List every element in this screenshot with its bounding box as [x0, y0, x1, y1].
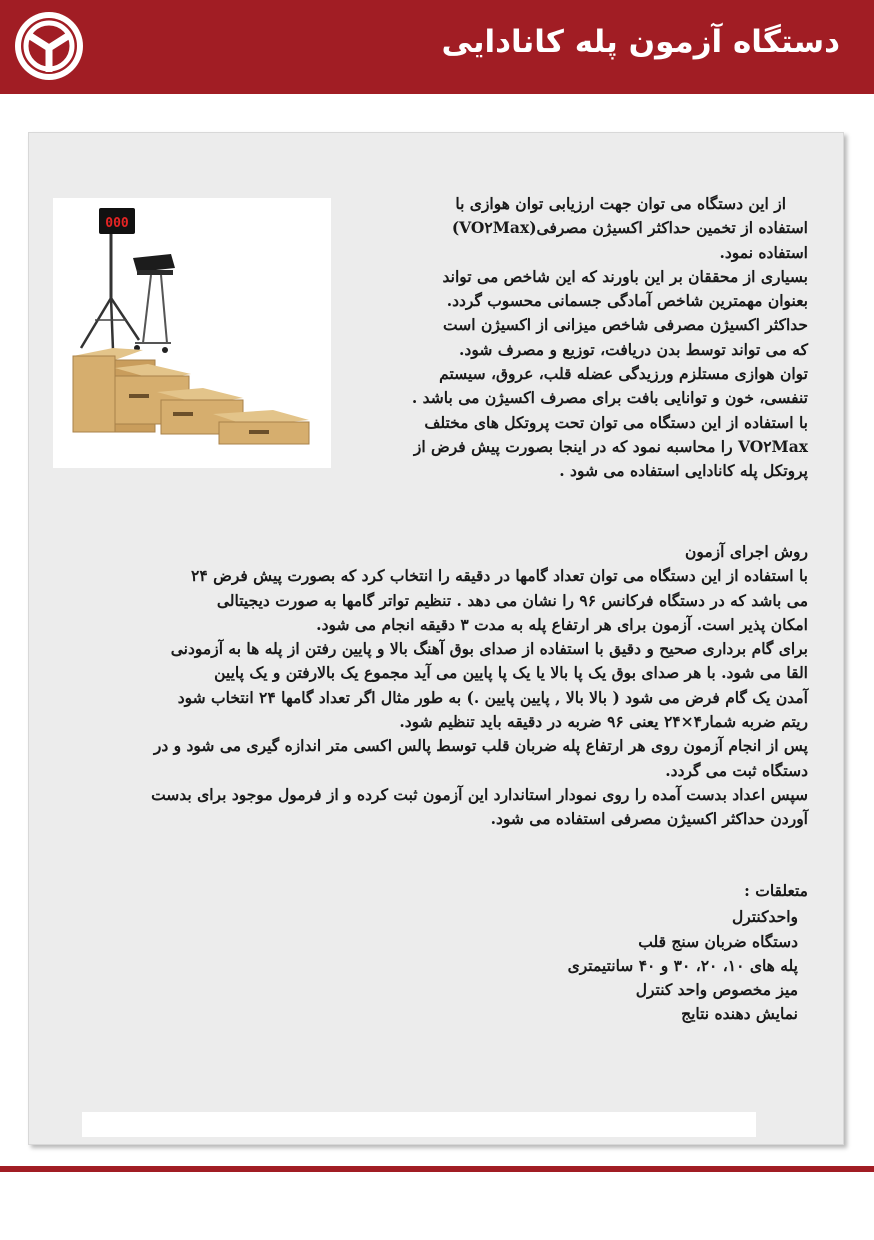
intro-line: تنفسی، خون و توانایی بافت برای مصرف اکسیژن می باشد .: [411, 388, 808, 408]
method-line: آمدن یک گام فرض می شود ( بالا بالا , پایین پایین .) به طور مثال اگر تعداد گامها ۲۴ انتخاب شود: [177, 687, 808, 707]
method-section: [151, 540, 808, 832]
method-line: ریتم ضربه شمار۴×۲۴ یعنی ۹۶ ضربه در دقیقه باید تنظیم شود.: [399, 712, 808, 732]
method-heading: روش اجرای آزمون: [684, 542, 808, 561]
intro-line: حداکثر اکسیژن مصرفی شاخص میزانی از اکسیژن است: [443, 315, 808, 335]
method-line: پس از انجام آزمون روی هر ارتفاع پله ضربان قلب توسط پالس اکسی متر اندازه گیری می شود و در: [153, 736, 808, 756]
method-line: می باشد که در دستگاه فرکانس ۹۶ را نشان می دهد . تنظیم تواتر گامها به صورت دیجیتالی: [216, 590, 808, 610]
method-line: برای گام برداری صحیح و دقیق با استفاده از صدای بوق آهنگ بالا و پایین رفتن از پله ها به آزمودنی: [170, 639, 808, 659]
page-title: دستگاه آزمون پله کانادایی: [441, 24, 840, 60]
method-line: امکان پذیر است. آزمون برای هر ارتفاع پله به مدت ۳ دقیقه انجام می شود.: [316, 614, 808, 634]
accessory-item: نمایش دهنده نتایج: [681, 1004, 798, 1024]
device-photo: [53, 198, 331, 468]
intro-line: که می تواند توسط بدن دریافت، توزیع و مصرف شود.: [459, 339, 808, 359]
accessory-item: دستگاه ضربان سنج قلب: [638, 931, 798, 951]
method-line: آوردن حداکثر اکسیژن مصرفی استفاده می شود.: [490, 809, 808, 829]
accessories-heading: متعلقات :: [744, 881, 808, 900]
intro-line: استفاده نمود.: [719, 242, 808, 262]
accessories-section: [568, 879, 808, 1027]
intro-line: با استفاده از این دستگاه می توان تحت پروتکل های مختلف: [424, 412, 808, 432]
intro-line: استفاده از تخمین حداکثر اکسیژن مصرفی(VO۲Max): [451, 218, 808, 238]
panel-bottom-strip: [82, 1112, 756, 1137]
intro-text: [412, 192, 808, 484]
intro-line: بسیاری از محققان بر این باورند که این شاخص می تواند: [442, 266, 808, 286]
intro-line: بعنوان مهمترین شاخص آمادگی جسمانی محسوب گردد.: [446, 291, 808, 311]
intro-line: پروتکل پله کانادایی استفاده می شود .: [559, 461, 808, 481]
svg-text:000: 000: [105, 216, 129, 231]
footer-line: [0, 1166, 874, 1172]
method-line: القا می شود. با هر صدای بوق یک پا بالا یا یک پا پایین می آید مجموع یک بالارفتن و یک پایین: [214, 663, 808, 683]
intro-line: توان هوازی مستلزم ورزیدگی عضله قلب، عروق، سیستم: [439, 364, 808, 384]
company-logo-icon: [13, 10, 85, 82]
method-line: دستگاه ثبت می گردد.: [665, 760, 808, 780]
accessory-item: واحدکنترل: [731, 907, 798, 927]
intro-line: VO۲Max را محاسبه نمود که در اینجا بصورت پیش فرض از: [413, 436, 808, 456]
method-line: سپس اعداد بدست آمده را روی نمودار استاندارد این آزمون ثبت کرده و از فرمول موجود برای بدست: [151, 784, 808, 804]
method-line: با استفاده از این دستگاه می توان تعداد گامها در دقیقه را انتخاب کرد که بصورت پیش فرض ۲۴: [191, 566, 808, 586]
intro-line: از این دستگاه می توان جهت ارزیابی توان هوازی با: [455, 194, 786, 213]
accessory-item: میز مخصوص واحد کنترل: [635, 980, 798, 1000]
accessory-item: پله های ۱۰، ۲۰، ۳۰ و ۴۰ سانتیمتری: [567, 955, 798, 975]
header-bar: [0, 0, 874, 94]
